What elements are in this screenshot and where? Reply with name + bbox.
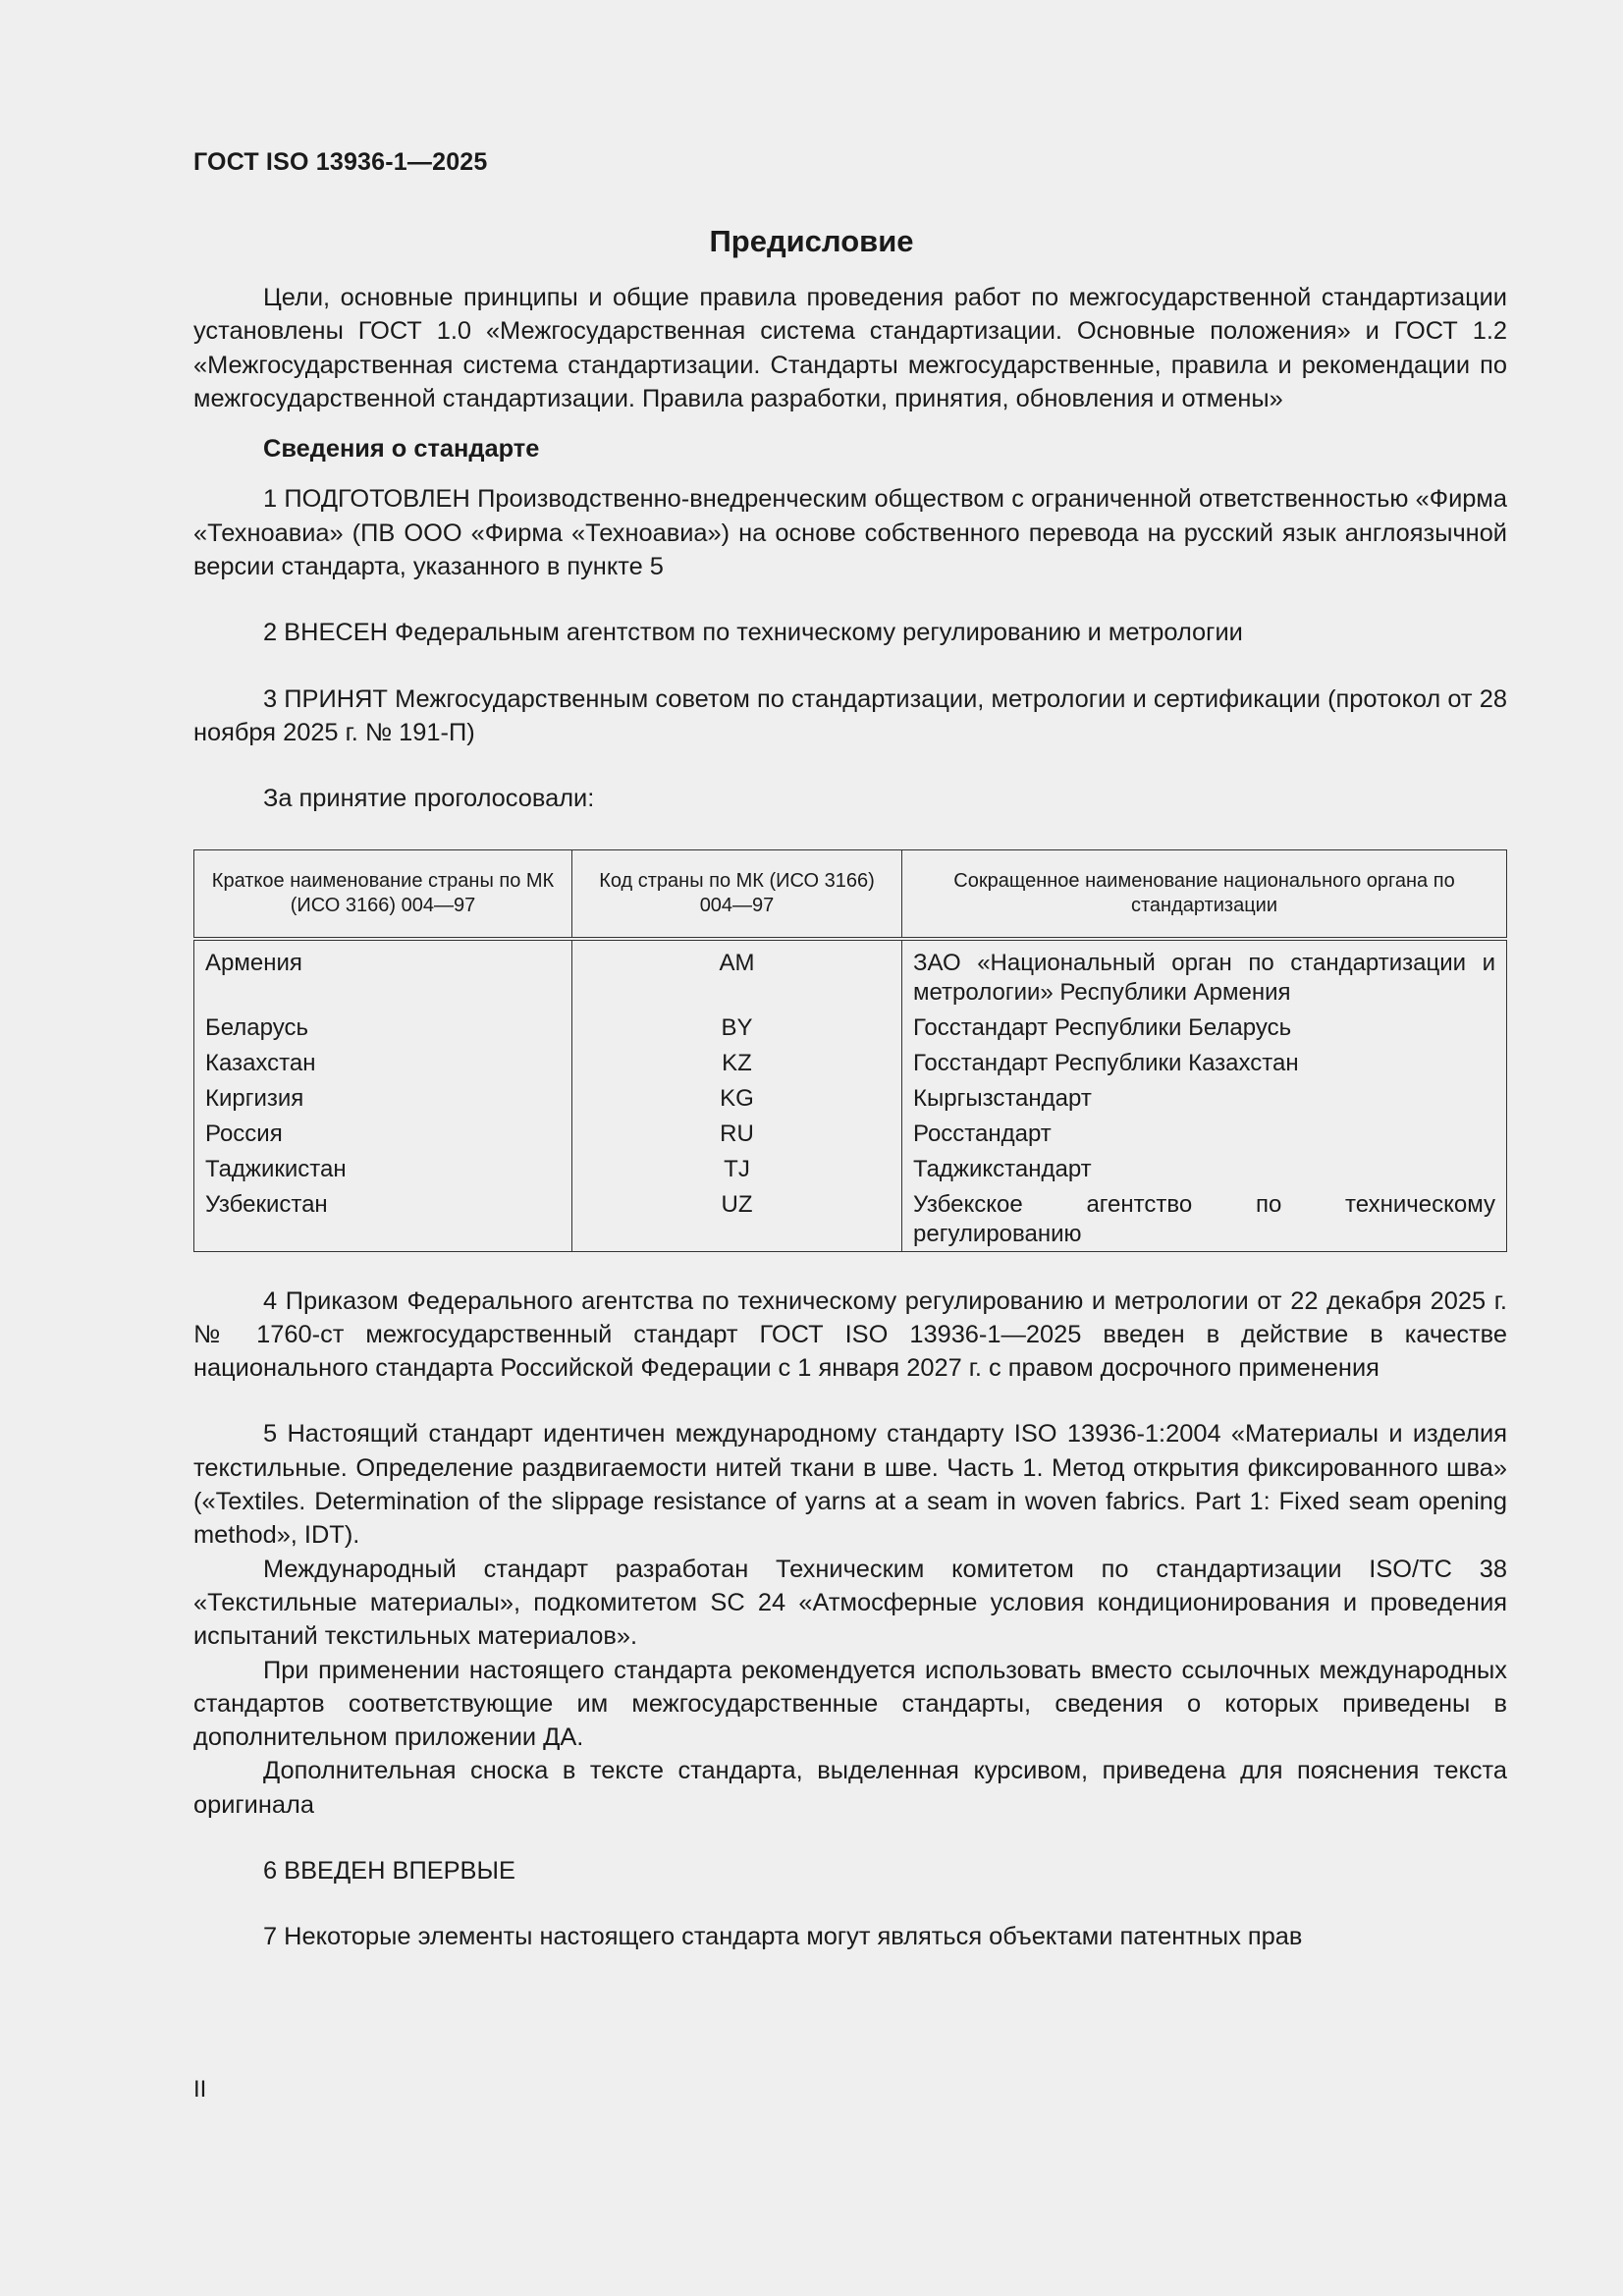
page-number: II [193, 2076, 207, 2103]
cell-country: Таджикистан [194, 1152, 572, 1187]
item-4-enacted: 4 Приказом Федерального агентства по техническому регулированию и метрологии от 22 декабря 2025 г. № 1760-ст межгосударственный стандарт ГОСТ ISO 13936-1—2025 введен в действие в качестве национального стандарта Российской Федерации с 1 января 2027 г. с правом досрочного применения [193, 1286, 1507, 1383]
cell-body: ЗАО «Национальный орган по стандартизации и метрологии» Республики Армения [902, 939, 1507, 1011]
cell-body: Госстандарт Республики Беларусь [902, 1011, 1507, 1046]
cell-country: Армения [194, 939, 572, 1011]
cell-body: Госстандарт Республики Казахстан [902, 1046, 1507, 1081]
cell-code: BY [572, 1011, 902, 1046]
item-5-identical: 5 Настоящий стандарт идентичен международному стандарту ISO 13936-1:2004 «Материалы и изделия текстильные. Определение раздвигаемости нитей ткани в шве. Часть 1. Метод открытия фиксированного шва» («Textiles. Determination of the slippage resistance of yarns at a seam in woven fabrics. Part 1: Fixed seam opening method», IDT). [193, 1420, 1507, 1550]
cell-code: RU [572, 1117, 902, 1152]
cell-code: KG [572, 1081, 902, 1117]
table-row [194, 1152, 1507, 1187]
table-header-body: Сокращенное наименование национального органа по стандартизации [902, 849, 1507, 939]
cell-country: Россия [194, 1117, 572, 1152]
cell-country: Беларусь [194, 1011, 572, 1046]
cell-code: AM [572, 939, 902, 1011]
item-5-committee: Международный стандарт разработан Техническим комитетом по стандартизации ISO/TC 38 «Текстильные материалы», подкомитетом SC 24 «Атмосферные условия кондиционирования и проведения испытаний текстильных материалов». [193, 1555, 1507, 1651]
page-title: Предисловие [709, 224, 914, 258]
cell-body: Таджикстандарт [902, 1152, 1507, 1187]
cell-body: Кыргызстандарт [902, 1081, 1507, 1117]
document-code-header: ГОСТ ISO 13936-1—2025 [193, 148, 488, 176]
table-row [194, 1046, 1507, 1081]
table-row [194, 1187, 1507, 1252]
subheading-standard-info: Сведения о стандарте [263, 435, 540, 464]
cell-code: UZ [572, 1187, 902, 1252]
cell-country: Казахстан [194, 1046, 572, 1081]
item-5-references: При применении настоящего стандарта рекомендуется использовать вместо ссылочных международных стандартов соответствующие им межгосударственные стандарты, сведения о которых приведены в дополнительном приложении ДА. [193, 1656, 1507, 1752]
item-5-footnote: Дополнительная сноска в тексте стандарта, выделенная курсивом, приведена для пояснения текста оригинала [193, 1757, 1507, 1819]
voted-label: За принятие проголосовали: [263, 785, 595, 813]
cell-country: Узбекистан [194, 1187, 572, 1252]
table-row [194, 1117, 1507, 1152]
item-1-prepared: 1 ПОДГОТОВЛЕН Производственно-внедренческим обществом с ограниченной ответственностью «Фирма «Техноавиа» (ПВ ООО «Фирма «Техноавиа») на основе собственного перевода на русский язык англоязычной версии стандарта, указанного в пункте 5 [193, 485, 1507, 581]
cell-country: Киргизия [194, 1081, 572, 1117]
table-row [194, 1081, 1507, 1117]
cell-body: Узбекское агентство по техническому регулированию [902, 1187, 1507, 1252]
item-6-first-introduced: 6 ВВЕДЕН ВПЕРВЫЕ [263, 1857, 515, 1886]
table-header-row [194, 849, 1507, 939]
item-7-patent-rights: 7 Некоторые элементы настоящего стандарта могут являться объектами патентных прав [263, 1923, 1303, 1951]
table-row [194, 1011, 1507, 1046]
voting-members-table [193, 849, 1507, 1252]
cell-code: KZ [572, 1046, 902, 1081]
intro-paragraph: Цели, основные принципы и общие правила проведения работ по межгосударственной стандартизации установлены ГОСТ 1.0 «Межгосударственная система стандартизации. Основные положения» и ГОСТ 1.2 «Межгосударственная система стандартизации. Стандарты межгосударственные, правила и рекомендации по межгосударственной стандартизации. Правила разработки, принятия, обновления и отмены» [193, 284, 1507, 412]
table-row [194, 939, 1507, 1011]
table-header-country: Краткое наименование страны по МК (ИСО 3166) 004—97 [194, 849, 572, 939]
item-3-adopted: 3 ПРИНЯТ Межгосударственным советом по стандартизации, метрологии и сертификации (протокол от 28 ноября 2025 г. № 191-П) [193, 684, 1507, 746]
cell-code: TJ [572, 1152, 902, 1187]
document-body [193, 281, 1507, 1954]
table-header-code: Код страны по МК (ИСО 3166) 004—97 [572, 849, 902, 939]
cell-body: Росстандарт [902, 1117, 1507, 1152]
item-2-submitted: 2 ВНЕСЕН Федеральным агентством по техническому регулированию и метрологии [263, 619, 1243, 647]
